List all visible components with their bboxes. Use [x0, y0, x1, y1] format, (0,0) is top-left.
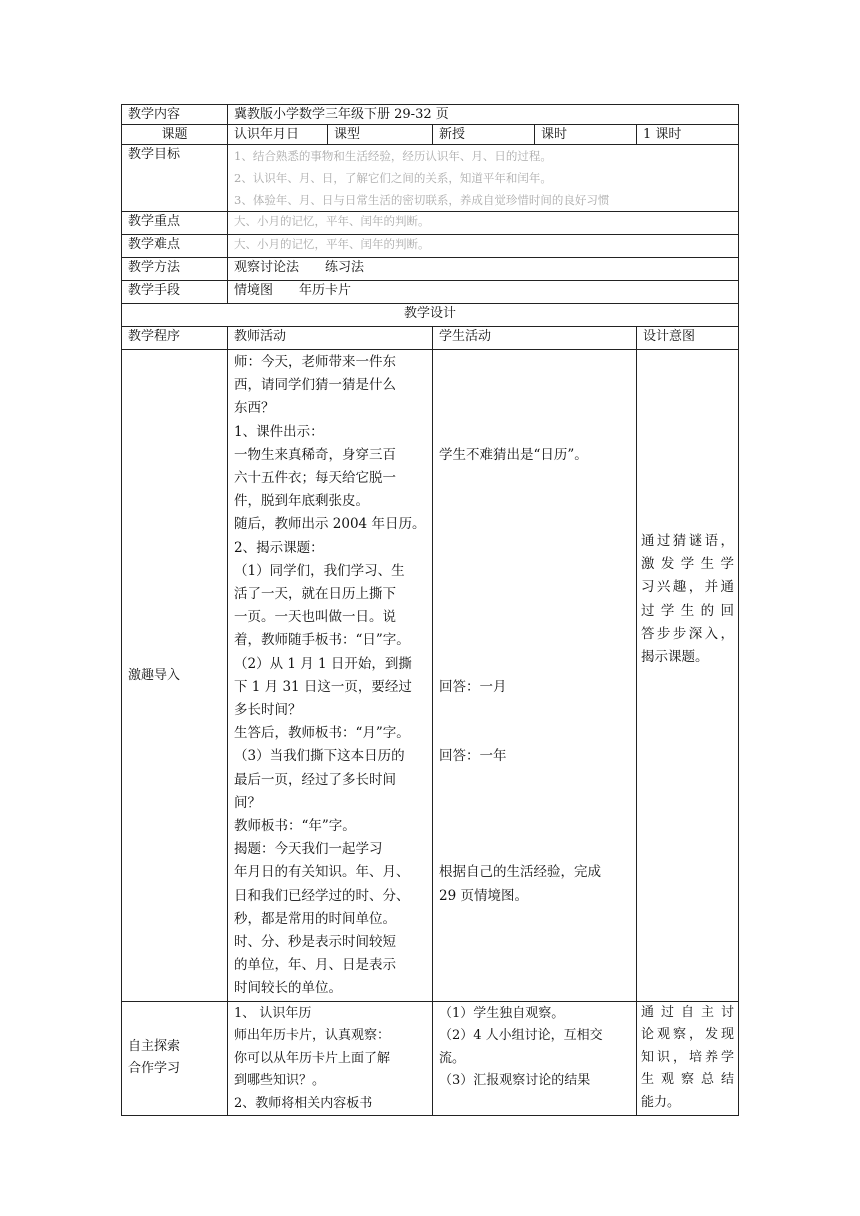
student-line: （3）汇报观察讨论的结果 [439, 1073, 591, 1089]
difficulty-value: 大、小月的记忆，平年、闰年的判断。 [228, 235, 739, 258]
student-line: 根据自己的生活经验，完成 [439, 864, 601, 881]
goals-list [228, 145, 739, 212]
teacher-line: 最后一页，经过了多长时间 [234, 771, 396, 788]
student-line [439, 769, 630, 792]
goals-label: 教学目标 [122, 145, 228, 212]
intent-line: 激发学生学 [641, 556, 735, 573]
row-method [122, 258, 739, 281]
row-goals [122, 145, 739, 212]
student-line: 回答：一年 [439, 748, 507, 765]
hours-value: 1 课时 [637, 125, 739, 145]
lesson-plan-page [121, 104, 738, 1116]
intent-line: 论观察，发现 [641, 1027, 735, 1043]
topic-label: 课题 [122, 125, 228, 145]
section1-teacher-activity [228, 350, 433, 1002]
teacher-line: 着，教师随手板书：“日”字。 [234, 632, 410, 649]
topic-value: 认识年月日 [228, 125, 328, 145]
goal-item: 2、认识年、月、日，了解它们之间的关系，知道平年和闰年。 [234, 171, 552, 185]
row-topic [122, 125, 739, 145]
teacher-line: 一页。一天也叫做一日。说 [234, 609, 396, 626]
student-line: 学生不难猜出是“日历”。 [439, 446, 588, 463]
student-line [439, 629, 630, 652]
student-line [439, 513, 630, 536]
teacher-line: 1、课件出示： [234, 423, 324, 440]
teacher-line: 师：今天，老师带来一件东 [234, 354, 396, 370]
intent-line: 过学生的回 [641, 602, 735, 619]
student-line [439, 351, 630, 374]
teacher-line: （2）从 1 月 1 日开始，到撕 [234, 655, 412, 672]
student-line [439, 467, 630, 490]
student-line [439, 653, 630, 676]
teacher-line: 一物生来真稀奇，身穿三百 [234, 446, 396, 463]
teacher-line: 你可以从年历卡片上面了解 [234, 1050, 391, 1066]
method-value: 观察讨论法 练习法 [228, 258, 739, 281]
teacher-line: 西，请同学们猜一猜是什么 [234, 377, 396, 394]
intent-line: 习兴趣，并通 [641, 579, 735, 596]
type-value: 新授 [433, 125, 535, 145]
section1-student-activity [433, 350, 637, 1002]
section2-teacher-activity [228, 1001, 433, 1116]
content-value: 冀教版小学数学三年级下册 29-32 页 [228, 105, 739, 125]
col-header-student: 学生活动 [433, 327, 637, 350]
intent-line: 答步步深入， [641, 625, 735, 642]
student-line [439, 421, 630, 444]
student-line [439, 606, 630, 629]
intent-line: 生观察总结 [641, 1072, 735, 1088]
teacher-line: 揭题：今天我们一起学习 [234, 841, 383, 858]
teacher-line: 六十五件衣；每天给它脱一 [234, 470, 396, 487]
difficulty-label: 教学难点 [122, 235, 228, 258]
goal-item: 1、结合熟悉的事物和生活经验，经历认识年、月、日的过程。 [234, 149, 552, 163]
teacher-line: 件，脱到年底剩张皮。 [234, 493, 369, 510]
intent-line: 通过猜谜语， [641, 533, 735, 549]
goal-item: 3、体验年、月、日与日常生活的密切联系，养成自觉珍惜时间的良好习惯 [234, 193, 610, 207]
student-line [439, 374, 630, 397]
teacher-line: 1、 认识年历 [234, 1005, 312, 1021]
row-section-explore [122, 1001, 739, 1116]
teacher-line: 时间较长的单位。 [234, 980, 342, 997]
type-label: 课型 [328, 125, 433, 145]
intent-line: 揭示课题。 [641, 649, 709, 666]
section2-label-line: 自主探索 [128, 1038, 181, 1054]
teacher-line: 生答后，教师板书：“月”字。 [234, 725, 410, 742]
teacher-line: 2、揭示课题： [234, 539, 324, 556]
teacher-line: 秒，都是常用的时间单位。 [234, 910, 396, 927]
section2-intent [637, 1001, 739, 1116]
design-title: 教学设计 [122, 304, 739, 327]
col-header-procedure: 教学程序 [122, 327, 228, 350]
row-section-intro [122, 350, 739, 1002]
hours-label: 课时 [535, 125, 637, 145]
student-line: （2）4 人小组讨论，互相交 [439, 1028, 603, 1044]
teacher-line: 活了一天，就在日历上撕下 [234, 586, 396, 603]
section1-label: 激趣导入 [122, 350, 228, 1002]
teacher-line: 师出年历卡片，认真观察： [234, 1028, 391, 1044]
student-line [439, 815, 630, 838]
intent-line: 知识，培养学 [641, 1049, 735, 1065]
key-point-value: 大、小月的记忆，平年、闰年的判断。 [228, 212, 739, 235]
teacher-line: 教师板书：“年”字。 [234, 818, 356, 835]
student-line [439, 560, 630, 583]
row-means [122, 281, 739, 304]
means-label: 教学手段 [122, 281, 228, 304]
teacher-line: 随后，教师出示 2004 年日历。 [234, 516, 426, 533]
student-line: （1）学生独自观察。 [439, 1005, 565, 1021]
teacher-line: 多长时间？ [234, 702, 302, 719]
key-point-label: 教学重点 [122, 212, 228, 235]
lesson-plan-table [121, 104, 739, 1116]
intent-line: 能力。 [641, 1094, 681, 1110]
student-line [439, 490, 630, 513]
teacher-line: 日和我们已经学过的时、分、 [234, 887, 410, 904]
teacher-line: 的单位，年、月、日是表示 [234, 957, 396, 974]
student-line [439, 699, 630, 722]
content-label: 教学内容 [122, 105, 228, 125]
student-line [439, 838, 630, 861]
student-line: 回答：一月 [439, 678, 507, 695]
teacher-line: （1）同学们，我们学习、生 [234, 562, 405, 579]
teacher-line: 时、分、秒是表示时间较短 [234, 934, 396, 951]
section1-intent [637, 350, 739, 1002]
col-header-teacher: 教师活动 [228, 327, 433, 350]
row-design-title [122, 304, 739, 327]
teacher-line: 下 1 月 31 日这一页，要经过 [234, 678, 412, 695]
intent-line: 通过自主讨 [641, 1004, 735, 1020]
teacher-line: 间？ [234, 794, 261, 811]
student-line [439, 397, 630, 420]
student-line [439, 583, 630, 606]
student-line: 29 页情境图。 [439, 887, 528, 904]
student-line [439, 722, 630, 745]
section2-student-activity [433, 1001, 637, 1116]
teacher-line: 2、教师将相关内容板书 [234, 1095, 373, 1111]
section2-label-line: 合作学习 [128, 1061, 181, 1077]
col-header-intent: 设计意图 [637, 327, 739, 350]
student-line [439, 792, 630, 815]
teacher-line: （3）当我们撕下这本日历的 [234, 748, 405, 765]
teacher-line: 到哪些知识？。 [234, 1073, 326, 1089]
student-line [439, 537, 630, 560]
row-difficulty [122, 235, 739, 258]
row-column-headers [122, 327, 739, 350]
section2-label [122, 1001, 228, 1116]
row-key-point [122, 212, 739, 235]
student-line: 流。 [439, 1050, 466, 1066]
teacher-line: 东西？ [234, 400, 275, 417]
row-content [122, 105, 739, 125]
method-label: 教学方法 [122, 258, 228, 281]
means-value: 情境图 年历卡片 [228, 281, 739, 304]
teacher-line: 年月日的有关知识。年、月、 [234, 864, 410, 881]
